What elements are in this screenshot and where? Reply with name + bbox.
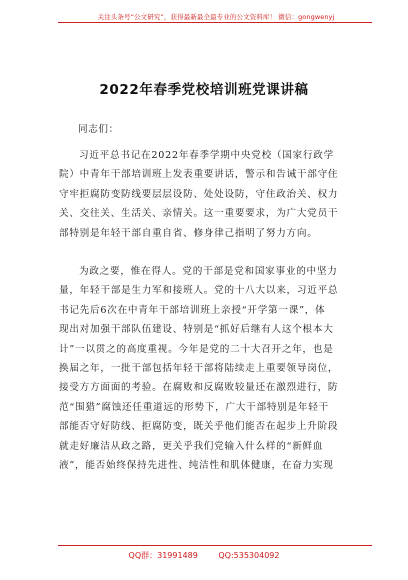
paragraph-line: 就走好廉洁从政之路，更关乎我们党输入什么样的“新鲜血 xyxy=(59,440,324,452)
paragraph-line: 范“围猎”腐蚀还任重道远的形势下，广大干部特别是年轻干 xyxy=(59,401,329,413)
paragraph-line: 换届之年，一批干部包括年轻干部将陆续走上重要领导岗位， xyxy=(59,362,339,374)
footer-qq: QQ:535304092 xyxy=(218,551,280,560)
paragraph-line: 习近平总书记在2022年春季学期中央党校（国家行政学 xyxy=(79,150,334,161)
header-divider xyxy=(58,22,372,23)
paragraph-line: 计”一以贯之的高度重视。今年是党的二十大召开之年，也是 xyxy=(59,343,334,355)
paragraph-line: 接受方方面面的考验。在腐败和反腐败较量还在激烈进行，防 xyxy=(59,382,339,394)
paragraph-line: 部特别是年轻干部自重自省、修身律己指明了努力方向。 xyxy=(59,227,318,239)
salutation: 同志们： xyxy=(78,124,119,135)
page-footer xyxy=(0,550,408,561)
paragraph-1 xyxy=(59,146,349,243)
paragraph-line: 关、交往关、生活关、亲情关。这一重要要求，为广大党员干 xyxy=(59,208,339,220)
paragraph-line: 守牢拒腐防变防线要层层设防、处处设防，守住政治关、权力 xyxy=(59,188,339,200)
paragraph-line: 为政之要，惟在得人。党的干部是党和国家事业的中坚力 xyxy=(79,266,338,277)
paragraph-line: 院）中青年干部培训班上发表重要讲话，警示和告诫干部守住 xyxy=(59,169,339,181)
paragraph-line: 书记先后6次在中青年干部培训班上亲授“开学第一课”，体 xyxy=(59,304,326,316)
footer-divider xyxy=(58,545,372,546)
paragraph-line: 现出对加强干部队伍建设、特别是“抓好后继有人这个根本大 xyxy=(59,324,334,336)
paragraph-line: 量，年轻干部是生力军和接班人。党的十八大以来，习近平总 xyxy=(59,285,339,297)
paragraph-line: 部能否守好防线、拒腐防变，既关乎他们能否在起步上升阶段 xyxy=(59,421,339,433)
paragraph-line: 液”，能否始终保持先进性、纯洁性和肌体健康，在奋力实现 xyxy=(59,459,334,471)
paragraph-2 xyxy=(59,262,349,475)
page-header: 关注头条号“公文研究”，获得最新最全最专业的公文资料库！ 微信：gongwenyj xyxy=(97,13,335,21)
document-title: 2022年春季党校培训班党课讲稿 xyxy=(99,82,309,98)
footer-qq-group: QQ群：31991489 xyxy=(128,551,198,560)
